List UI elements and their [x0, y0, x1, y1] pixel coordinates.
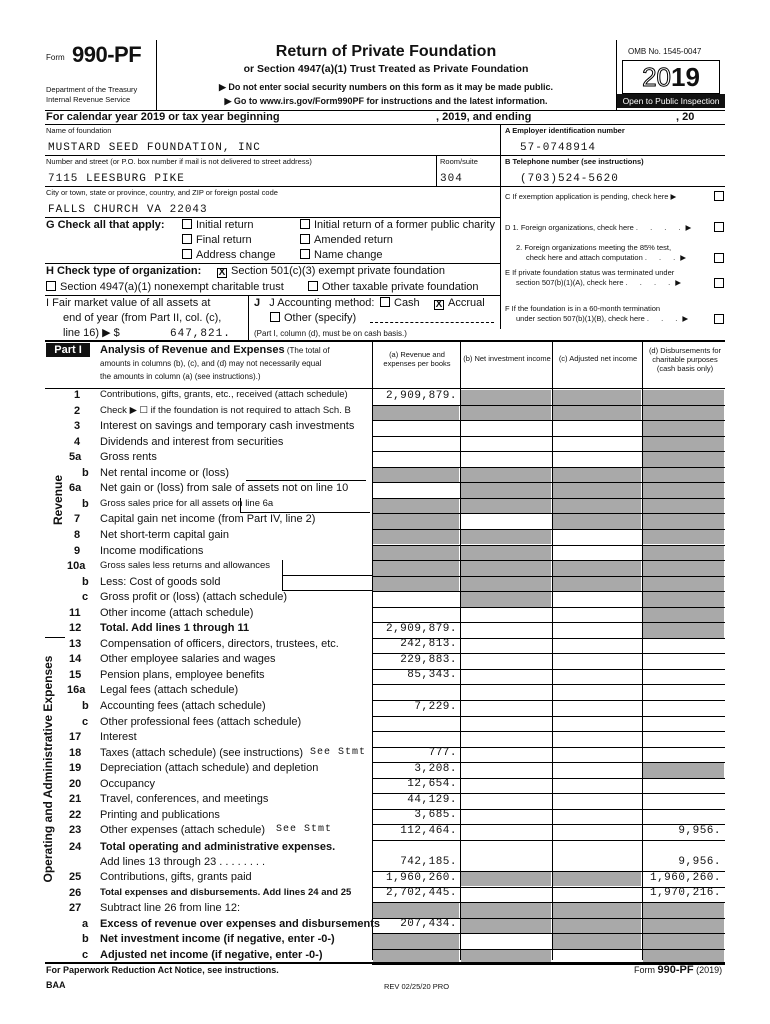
line-number: 7 — [74, 513, 81, 526]
accrual-checkbox[interactable]: X — [435, 299, 443, 310]
shaded-cell — [461, 919, 551, 934]
col-a-value[interactable]: 3,685. — [414, 809, 457, 822]
street-address[interactable]: 7115 LEESBURG PIKE — [48, 173, 185, 185]
shaded-cell — [461, 390, 551, 405]
j-other-option[interactable]: Other (specify) — [270, 312, 356, 324]
d1-checkbox[interactable] — [714, 222, 724, 232]
paperwork-notice: For Paperwork Reduction Act Notice, see instructions. — [46, 965, 279, 975]
row-rule — [372, 684, 725, 685]
col-a-value[interactable]: 12,654. — [407, 778, 457, 791]
line-label: Taxes (attach schedule) (see instructions) — [100, 746, 303, 759]
shaded-cell — [643, 452, 724, 467]
shaded-cell — [643, 903, 724, 918]
f-checkbox[interactable] — [714, 314, 724, 324]
line-label: Dividends and interest from securities — [100, 435, 284, 448]
shaded-cell — [461, 499, 551, 514]
line-number: 23 — [69, 824, 82, 837]
line-label: Printing and publications — [100, 808, 220, 821]
col-a-value[interactable]: 85,343. — [407, 669, 457, 682]
row-rule — [372, 731, 725, 732]
line-number: 11 — [69, 606, 81, 619]
col-a-value[interactable]: 2,909,879. — [385, 622, 457, 635]
open-to-public-badge: Open to Public Inspection — [617, 94, 725, 108]
side-label-expenses: Operating and Administrative Expenses — [41, 655, 55, 883]
h-label: H Check type of organization: — [46, 265, 202, 277]
line-label: Total. Add lines 1 through 11 — [100, 622, 250, 635]
calendar-year-label: For calendar year 2019 or tax year beginning — [46, 111, 280, 123]
line-number: c — [82, 591, 89, 604]
part1-title: Analysis of Revenue and Expenses (The total of — [100, 344, 330, 356]
name-change-checkbox[interactable] — [300, 249, 310, 259]
col-d-value[interactable]: 9,956. — [678, 824, 721, 837]
line-label: Legal fees (attach schedule) — [100, 684, 239, 697]
col-d-value[interactable]: 9,956. — [678, 855, 721, 868]
room-label: Room/suite — [440, 157, 478, 166]
g-label: G Check all that apply: — [46, 219, 165, 231]
h-4947-checkbox[interactable] — [46, 281, 56, 291]
omb-number: OMB No. 1545-0047 — [628, 47, 702, 56]
calendar-year-mid: , 2019, and ending — [436, 111, 532, 123]
shaded-cell — [461, 530, 551, 545]
j-other-checkbox[interactable] — [270, 312, 280, 322]
shaded-cell — [643, 530, 724, 545]
line-number: c — [82, 948, 89, 961]
shaded-cell — [553, 514, 641, 529]
line-label: Total operating and administrative expenses. — [100, 840, 336, 853]
shaded-cell — [461, 546, 551, 561]
footer-form-id: Form 990-PF (2019) — [634, 964, 723, 976]
line-number: 16a — [67, 684, 86, 697]
line-number: b — [82, 700, 89, 712]
shaded-cell — [553, 577, 641, 592]
amended-return-option[interactable]: Amended return — [300, 234, 393, 246]
col-a-header: (a) Revenue and expenses per books — [383, 350, 451, 368]
line-label: Gross rents — [100, 451, 157, 464]
foundation-name-label: Name of foundation — [46, 126, 112, 135]
f-label-b: under section 507(b)(1)(B), check here . . .▶ — [516, 314, 689, 323]
line-label: Net rental income or (loss) — [100, 466, 229, 479]
tax-year-box: 2019 — [622, 60, 720, 94]
line-label: Other income (attach schedule) — [100, 606, 254, 619]
h-501c3-checkbox[interactable]: X — [218, 267, 226, 278]
col-a-value[interactable]: 7,229. — [414, 700, 457, 713]
shaded-cell — [553, 468, 641, 483]
line-number: 22 — [69, 808, 82, 821]
i-label-a: I Fair market value of all assets at — [46, 297, 211, 309]
d2-label-a: 2. Foreign organizations meeting the 85% test, — [516, 243, 672, 252]
e-label-b: section 507(b)(1)(A), check here . . . .▶ — [516, 278, 682, 287]
cash-checkbox[interactable] — [380, 297, 390, 307]
line-number: 17 — [69, 731, 82, 744]
line-number: 1 — [74, 389, 81, 401]
col-d-value[interactable]: 1,970,216. — [649, 887, 721, 900]
shaded-cell — [643, 514, 724, 529]
line-number: 21 — [69, 793, 82, 806]
shaded-cell — [553, 390, 641, 405]
line-label: Subtract line 26 from line 12: — [100, 902, 241, 915]
i-label-c: line 16) ▶ $ — [63, 327, 120, 339]
shaded-cell — [373, 546, 459, 561]
ssn-warning: ▶ Do not enter social security numbers on this form as it may be made public. — [219, 82, 553, 92]
ein-value[interactable]: 57-0748914 — [520, 142, 597, 154]
side-label-revenue: Revenue — [51, 474, 65, 525]
shaded-cell — [461, 483, 551, 498]
j-note: (Part I, column (d), must be on cash basis.) — [254, 329, 407, 338]
line-label: Net investment income (if negative, enter -0-) — [100, 933, 335, 946]
part1-desc3: the amounts in column (a) (see instructions).) — [100, 372, 261, 381]
final-return-option[interactable]: Final return — [182, 234, 252, 246]
h-501c3-option[interactable]: X Section 501(c)(3) exempt private foundation — [218, 265, 446, 278]
line-number: 4 — [74, 435, 81, 448]
line-label: Excess of revenue over expenses and disbursements — [100, 917, 381, 930]
line-number: a — [82, 917, 89, 930]
line-number: 25 — [69, 870, 82, 883]
shaded-cell — [553, 872, 641, 887]
col-c-header: (c) Adjusted net income — [558, 354, 638, 363]
row-rule — [372, 840, 725, 841]
address-change-option[interactable]: Address change — [182, 249, 276, 261]
line-label: Less: Cost of goods sold — [100, 575, 221, 588]
col-a-value[interactable]: 242,813. — [400, 638, 457, 651]
line-label: Other professional fees (attach schedule) — [100, 715, 302, 728]
line-label: Compensation of officers, directors, trustees, etc. — [100, 637, 339, 650]
shaded-cell — [643, 437, 724, 452]
statement-note: See Stmt — [310, 746, 367, 758]
line-number: 13 — [69, 637, 82, 650]
shaded-cell — [461, 468, 551, 483]
line-label: Adjusted net income (if negative, enter -0-) — [100, 948, 323, 961]
cash-option[interactable]: Cash — [380, 297, 420, 309]
line-number: 3 — [74, 420, 81, 433]
inline-entry-box[interactable] — [282, 560, 372, 576]
form-subtitle: or Section 4947(a)(1) Trust Treated as Private Foundation — [243, 63, 529, 75]
h-4947-option[interactable]: Section 4947(a)(1) nonexempt charitable trust — [46, 281, 284, 293]
part1-tag: Part I — [46, 343, 90, 357]
shaded-cell — [461, 592, 551, 607]
phone-label: B Telephone number (see instructions) — [505, 157, 644, 166]
line-number: b — [82, 575, 89, 588]
final-return-checkbox[interactable] — [182, 234, 192, 244]
line-label: Contributions, gifts, grants paid — [100, 870, 252, 883]
line-label: Travel, conferences, and meetings — [100, 793, 269, 806]
shaded-cell — [643, 763, 724, 778]
shaded-cell — [553, 483, 641, 498]
line-number: 15 — [69, 668, 82, 681]
accrual-option[interactable]: X Accrual — [435, 297, 485, 310]
col-b-header: (b) Net investment income — [463, 354, 551, 363]
e-checkbox[interactable] — [714, 278, 724, 288]
shaded-cell — [373, 934, 459, 949]
shaded-cell — [461, 577, 551, 592]
shaded-cell — [373, 406, 459, 421]
col-a-value[interactable]: 777. — [428, 747, 457, 760]
shaded-cell — [461, 872, 551, 887]
col-a-value[interactable]: 3,208. — [414, 762, 457, 775]
calendar-year-end: , 20 — [676, 111, 695, 123]
line-number: 27 — [69, 902, 82, 915]
line-number: 14 — [69, 653, 82, 666]
net-rental-entry[interactable] — [246, 480, 366, 481]
shaded-cell — [461, 561, 551, 576]
shaded-cell — [373, 561, 459, 576]
line-label: Net gain or (loss) from sale of assets not on line 10 — [100, 482, 349, 495]
baa-label: BAA — [46, 980, 66, 990]
d2-label-b: check here and attach computation . . .▶ — [526, 253, 687, 262]
shaded-cell — [643, 546, 724, 561]
shaded-cell — [643, 623, 724, 638]
room-suite[interactable]: 304 — [440, 173, 463, 185]
col-a-value[interactable]: 2,909,879. — [385, 389, 457, 402]
line-number: 19 — [69, 762, 82, 775]
shaded-cell — [553, 934, 641, 949]
foundation-name[interactable]: MUSTARD SEED FOUNDATION, INC — [48, 142, 261, 154]
line-label: Contributions, gifts, grants, etc., received (attach schedule) — [100, 389, 348, 400]
line-label: Capital gain net income (from Part IV, line 2) — [100, 513, 316, 526]
line-number: 20 — [69, 777, 82, 790]
j-label: J J Accounting method: — [254, 297, 375, 309]
line-label: Other employee salaries and wages — [100, 653, 276, 666]
shaded-cell — [373, 577, 459, 592]
address-change-checkbox[interactable] — [182, 249, 192, 259]
phone-value[interactable]: (703)524-5620 — [520, 173, 619, 185]
line-label: Pension plans, employee benefits — [100, 668, 265, 681]
d2-checkbox[interactable] — [714, 253, 724, 263]
e-label-a: E If private foundation status was terminated under — [505, 268, 675, 277]
c-checkbox[interactable] — [714, 191, 724, 201]
shaded-cell — [553, 499, 641, 514]
col-d-header: (d) Disbursements for charitable purposes (cash basis only) — [648, 346, 722, 373]
city-state-zip[interactable]: FALLS CHURCH VA 22043 — [48, 204, 208, 216]
col-a-value[interactable]: 112,464. — [400, 824, 457, 837]
shaded-cell — [553, 406, 641, 421]
shaded-cell — [553, 919, 641, 934]
line-label: Gross profit or (loss) (attach schedule) — [100, 591, 288, 604]
i-label-b: end of year (from Part II, col. (c), — [63, 312, 222, 324]
shaded-cell — [643, 406, 724, 421]
street-label: Number and street (or P.O. box number if mail is not delivered to street address) — [46, 157, 312, 166]
col-a-value[interactable]: 229,883. — [400, 653, 457, 666]
initial-former-checkbox[interactable] — [300, 219, 310, 229]
line-number: 5a — [69, 451, 82, 464]
form-title: Return of Private Foundation — [275, 43, 497, 60]
line-number: 9 — [74, 544, 81, 557]
form-label: Form — [46, 53, 65, 62]
j-other-field[interactable] — [370, 322, 494, 323]
form-number: 990-PF — [72, 42, 142, 67]
fmv-assets-value[interactable]: 647,821. — [170, 328, 231, 340]
line-label: Interest on savings and temporary cash investments — [100, 420, 355, 433]
instructions-link: ▶ Go to www.irs.gov/Form990PF for instructions and the latest information. — [224, 96, 548, 106]
line-label: Gross sales less returns and allowances — [100, 560, 271, 572]
shaded-cell — [373, 468, 459, 483]
c-label: C If exemption application is pending, check here ▶ — [505, 192, 677, 201]
shaded-cell — [643, 577, 724, 592]
line-label: Accounting fees (attach schedule) — [100, 700, 266, 712]
inline-entry-box[interactable] — [240, 498, 370, 514]
revision-label: REV 02/25/20 PRO — [384, 982, 450, 991]
name-change-option[interactable]: Name change — [300, 249, 383, 261]
shaded-cell — [643, 468, 724, 483]
h-other-option[interactable]: Other taxable private foundation — [308, 281, 479, 293]
shaded-cell — [643, 592, 724, 607]
line-label: Other expenses (attach schedule) — [100, 824, 266, 837]
amended-return-checkbox[interactable] — [300, 234, 310, 244]
shaded-cell — [643, 483, 724, 498]
shaded-cell — [643, 499, 724, 514]
line-number: b — [82, 466, 89, 479]
shaded-cell — [553, 561, 641, 576]
line-label: Gross sales price for all assets on line 6a — [100, 497, 274, 509]
dept-label: Department of the Treasury — [46, 85, 138, 94]
initial-return-option[interactable]: Initial return — [182, 219, 253, 231]
ein-label: A Employer identification number — [505, 126, 625, 135]
line-number: b — [82, 497, 89, 510]
shaded-cell — [643, 919, 724, 934]
line-label: Net short-term capital gain — [100, 528, 229, 541]
line-label: Total expenses and disbursements. Add lines 24 and 25 — [100, 886, 352, 898]
shaded-cell — [373, 499, 459, 514]
initial-return-checkbox[interactable] — [182, 219, 192, 229]
initial-former-option[interactable]: Initial return of a former public charity — [300, 219, 495, 231]
inline-entry-box[interactable] — [282, 576, 372, 592]
line-number: 6a — [69, 482, 82, 495]
statement-note: See Stmt — [276, 824, 333, 836]
shaded-cell — [643, 608, 724, 623]
row-rule — [372, 716, 725, 717]
col-a-value[interactable]: 2,702,445. — [385, 887, 457, 900]
irs-label: Internal Revenue Service — [46, 95, 131, 104]
line-number: 2 — [74, 404, 81, 417]
col-a-value[interactable]: 1,960,260. — [385, 871, 457, 884]
shaded-cell — [461, 406, 551, 421]
line-number: 8 — [74, 528, 81, 541]
line-number: 26 — [69, 886, 82, 899]
line-label: Occupancy — [100, 777, 156, 790]
shaded-cell — [643, 390, 724, 405]
shaded-cell — [461, 903, 551, 918]
line-label: Check ▶ ☐ if the foundation is not required to attach Sch. B — [100, 404, 351, 416]
shaded-cell — [643, 421, 724, 436]
line-number: 24 — [69, 840, 82, 853]
col-a-value[interactable]: 207,434. — [400, 918, 457, 931]
line-number: b — [82, 933, 89, 946]
city-label: City or town, state or province, country, and ZIP or foreign postal code — [46, 188, 278, 197]
line-number: 12 — [69, 622, 82, 635]
line-label: Depreciation (attach schedule) and depletion — [100, 762, 319, 775]
col-a-value[interactable]: 742,185. — [400, 855, 457, 868]
line-number: 18 — [69, 746, 82, 759]
shaded-cell — [373, 530, 459, 545]
line-label-cont: Add lines 13 through 23 . . . . . . . . — [100, 855, 266, 868]
shaded-cell — [373, 514, 459, 529]
shaded-cell — [643, 561, 724, 576]
col-d-value[interactable]: 1,960,260. — [649, 871, 721, 884]
line-label: Income modifications — [100, 544, 204, 557]
d1-label: D 1. Foreign organizations, check here . . . .▶ — [505, 223, 692, 232]
col-a-value[interactable]: 44,129. — [407, 793, 457, 806]
line-label: Interest — [100, 731, 137, 744]
shaded-cell — [373, 903, 459, 918]
line-number: 10a — [67, 560, 86, 573]
part1-desc2: amounts in columns (b), (c), and (d) may not necessarily equal — [100, 359, 322, 368]
line-number: c — [82, 715, 89, 728]
shaded-cell — [643, 934, 724, 949]
h-other-checkbox[interactable] — [308, 281, 318, 291]
shaded-cell — [553, 903, 641, 918]
f-label-a: F If the foundation is in a 60-month termination — [505, 304, 661, 313]
